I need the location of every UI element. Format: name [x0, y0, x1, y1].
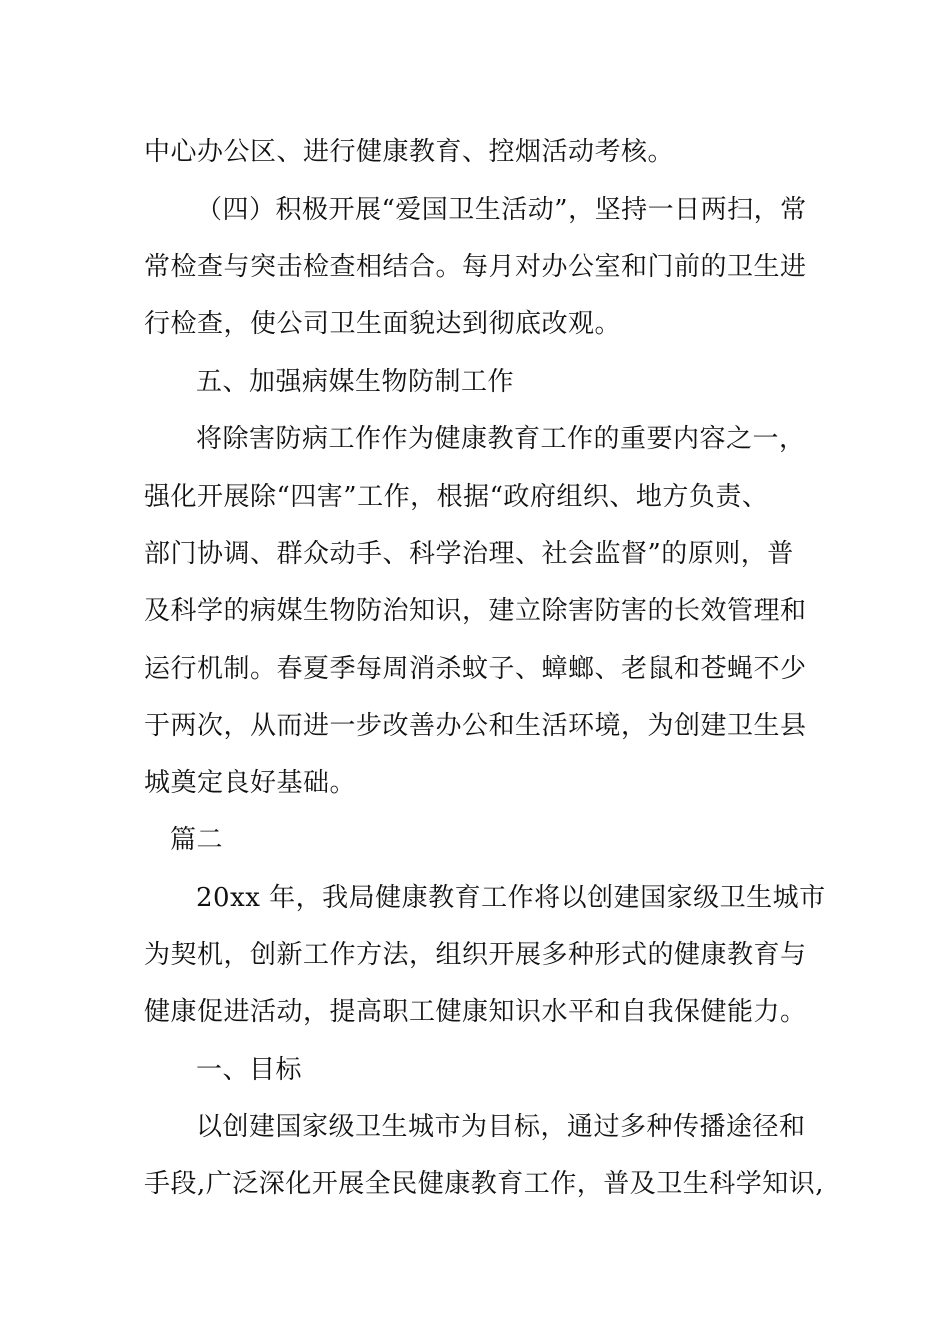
- text-line: 以创建国家级卫生城市为目标，通过多种传播途径和: [196, 1112, 806, 1142]
- text-line: 中心办公区、进行健康教育、控烟活动考核。: [144, 137, 675, 167]
- section-heading: 一、目标: [196, 1055, 303, 1085]
- text-line: 部门协调、群众动手、科学治理、社会监督”的原则，普: [144, 539, 794, 569]
- part-heading: 篇二: [170, 825, 224, 855]
- text-line: （四）积极开展“爱国卫生活动”，坚持一日两扫，常: [196, 195, 807, 225]
- text-line: 运行机制。春夏季每周消杀蚊子、蟑螂、老鼠和苍蝇不少: [144, 654, 807, 684]
- text-line: 城奠定良好基础。: [144, 768, 357, 798]
- text-line: 常检查与突击检查相结合。每月对办公室和门前的卫生进: [144, 252, 807, 282]
- text-line: 于两次，从而进一步改善办公和生活环境，为创建卫生县: [144, 711, 807, 741]
- text-line: 及科学的病媒生物防治知识，建立除害防害的长效管理和: [144, 596, 807, 626]
- text-line: 行检查，使公司卫生面貌达到彻底改观。: [144, 309, 622, 339]
- text-line: 20xx 年，我局健康教育工作将以创建国家级卫生城市: [196, 883, 826, 913]
- text-line: 强化开展除“四害”工作，根据“政府组织、地方负责、: [144, 482, 769, 512]
- text-line: 为契机，创新工作方法，组织开展多种形式的健康教育与: [144, 940, 807, 970]
- section-heading: 五、加强病媒生物防制工作: [196, 367, 515, 397]
- text-line: 手段,广泛深化开展全民健康教育工作，普及卫生科学知识,: [144, 1169, 825, 1199]
- text-line: 将除害防病工作作为健康教育工作的重要内容之一，: [196, 424, 806, 454]
- text-line: 健康促进活动，提高职工健康知识水平和自我保健能力。: [144, 997, 807, 1027]
